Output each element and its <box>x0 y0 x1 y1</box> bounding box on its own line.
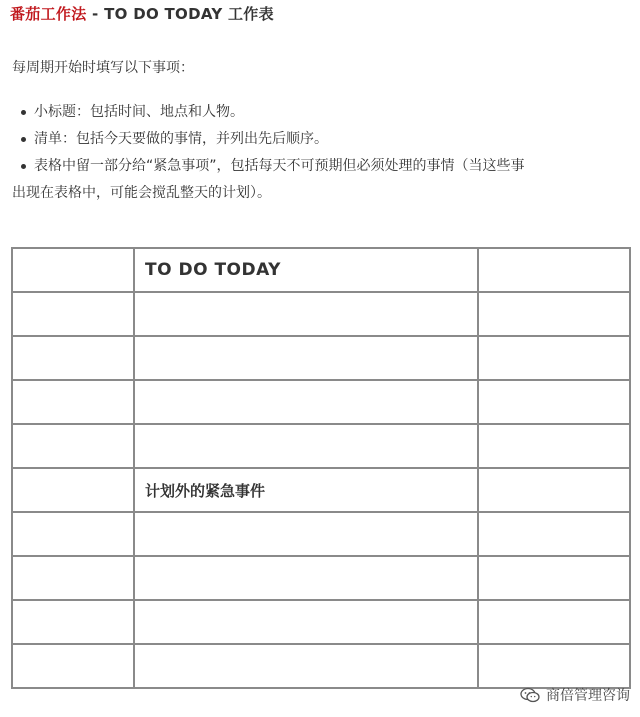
list-item-text-continued: 出现在表格中，可能会搅乱整天的计划）。 <box>12 185 271 201</box>
table-cell[interactable] <box>12 512 134 556</box>
table-row <box>12 512 630 556</box>
instruction-list <box>12 99 628 207</box>
table-cell[interactable] <box>12 424 134 468</box>
table-cell[interactable] <box>478 556 630 600</box>
table-cell[interactable] <box>12 336 134 380</box>
table-cell[interactable] <box>12 600 134 644</box>
table-cell[interactable] <box>134 644 478 688</box>
list-item-text: 小标题：包括时间、地点和人物。 <box>34 104 244 120</box>
list-item <box>12 153 628 207</box>
list-item <box>12 126 628 153</box>
table-cell[interactable] <box>134 600 478 644</box>
watermark <box>520 685 630 705</box>
table-row <box>12 556 630 600</box>
table-row <box>12 380 630 424</box>
table-cell[interactable] <box>12 248 134 292</box>
table-cell[interactable] <box>134 336 478 380</box>
table-cell[interactable] <box>478 600 630 644</box>
table-cell[interactable] <box>478 644 630 688</box>
list-item <box>12 99 628 126</box>
table-row <box>12 644 630 688</box>
table-cell[interactable] <box>478 248 630 292</box>
table-cell[interactable] <box>478 336 630 380</box>
table-cell[interactable] <box>134 512 478 556</box>
table-cell[interactable] <box>12 380 134 424</box>
table-row <box>12 600 630 644</box>
table-cell[interactable] <box>134 556 478 600</box>
table-cell[interactable] <box>12 644 134 688</box>
table-cell[interactable] <box>134 424 478 468</box>
table-row <box>12 336 630 380</box>
table-cell[interactable] <box>12 556 134 600</box>
table-cell[interactable] <box>478 424 630 468</box>
todo-table <box>11 247 631 689</box>
title-rest: - TO DO TODAY 工作表 <box>86 5 274 23</box>
title-method: 番茄工作法 <box>10 5 87 23</box>
table-cell[interactable] <box>478 468 630 512</box>
table-cell[interactable] <box>478 512 630 556</box>
table-row <box>12 248 630 292</box>
table-row <box>12 292 630 336</box>
table-cell[interactable] <box>12 292 134 336</box>
table-row <box>12 468 630 512</box>
table-row <box>12 424 630 468</box>
table-cell[interactable] <box>478 380 630 424</box>
list-item-text: 清单：包括今天要做的事情，并列出先后顺序。 <box>34 131 328 147</box>
watermark-text: 商倍管理咨询 <box>546 688 630 704</box>
wechat-icon <box>520 687 540 703</box>
page-title <box>10 3 274 24</box>
table-cell[interactable] <box>478 292 630 336</box>
table-header-todo-today: TO DO TODAY <box>134 248 478 292</box>
table-cell[interactable] <box>134 292 478 336</box>
table-section-urgent: 计划外的紧急事件 <box>134 468 478 512</box>
table-cell[interactable] <box>134 380 478 424</box>
intro-text: 每周期开始时填写以下事项： <box>12 60 194 76</box>
table-cell[interactable] <box>12 468 134 512</box>
list-item-text: 表格中留一部分给“紧急事项”，包括每天不可预期但必须处理的事情（当这些事 <box>34 158 525 174</box>
